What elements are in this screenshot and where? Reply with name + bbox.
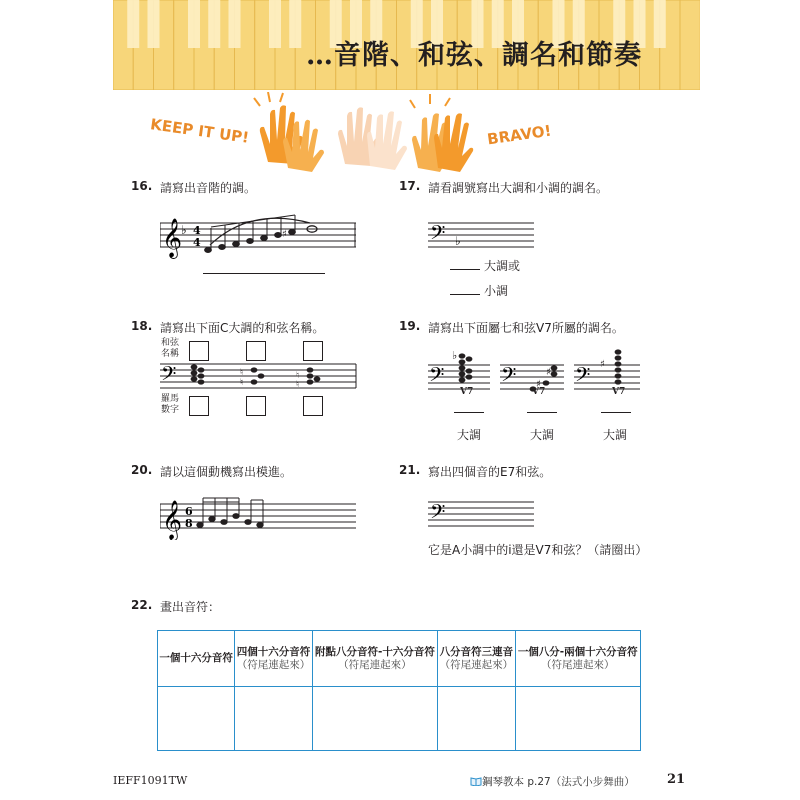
- q19-suffix-2: 大調: [530, 428, 555, 442]
- q20-treble-staff: [160, 492, 360, 540]
- question-18-text: 請寫出下面C大調的和弦名稱。: [160, 321, 325, 335]
- table-header-cell: 一個十六分音符: [158, 631, 235, 687]
- answer-cell-2[interactable]: [235, 687, 312, 751]
- q18-bass-staff: [160, 358, 360, 394]
- time-signature-bottom: 8: [185, 517, 193, 530]
- time-signature-top: 4: [193, 224, 201, 237]
- svg-text:♮: ♮: [240, 368, 244, 378]
- header-banner: [113, 0, 700, 90]
- svg-text:♯: ♯: [546, 367, 551, 378]
- hands-icon: [338, 107, 407, 170]
- question-19-number: 19.: [399, 319, 421, 333]
- question-19-text: 請寫出下面屬七和弦V7所屬的調名。: [428, 321, 624, 335]
- question-18-number: 18.: [131, 319, 153, 333]
- hands-icon: [412, 113, 473, 172]
- q17-minor-label: 小調: [484, 284, 509, 298]
- table-answer-row: [158, 687, 641, 751]
- note-drawing-table: [157, 630, 641, 751]
- clap-lines-icon: [254, 92, 283, 106]
- question-21-followup: 它是A小調中的i還是V7和弦？（請圈出）: [428, 543, 648, 557]
- svg-text:♮: ♮: [296, 371, 300, 381]
- question-22-text: 畫出音符：: [160, 600, 221, 614]
- treble-clef-icon: 𝄞: [162, 218, 183, 258]
- treble-clef-icon: 𝄞: [162, 500, 183, 540]
- q20-motif-notes: [197, 498, 263, 527]
- svg-text:♮: ♮: [240, 378, 244, 388]
- question-21-text: 寫出四個音的E7和弦。: [428, 465, 552, 479]
- footer-code: IEFF1091TW: [113, 774, 188, 787]
- q18-chords: [191, 364, 321, 390]
- clap-lines-icon: [410, 94, 450, 108]
- table-header-cell: 附點八分音符-十六分音符 （符尾連起來）: [312, 631, 437, 687]
- bass-clef-icon: 𝄢: [501, 363, 517, 391]
- book-icon: [470, 777, 482, 786]
- table-header-cell: 八分音符三連音 （符尾連起來）: [438, 631, 515, 687]
- q16-answer-line[interactable]: [203, 273, 325, 274]
- bravo-text: BRAVO!: [486, 121, 553, 149]
- q19-suffix-1: 大調: [457, 428, 482, 442]
- chord-name-label: 和弦名稱: [160, 338, 179, 359]
- q19-chord-2-label: V7: [532, 387, 546, 397]
- svg-text:♯: ♯: [536, 379, 541, 390]
- page-title: …音階、和弦、調名和節奏: [306, 40, 642, 71]
- q19-suffix-3: 大調: [603, 428, 628, 442]
- clapping-hands-illustration: [250, 92, 490, 172]
- q19-chord-3-label: V7: [612, 387, 626, 397]
- q17-major-answer-line[interactable]: [450, 269, 480, 270]
- time-signature-bottom: 4: [193, 236, 201, 249]
- question-17-number: 17.: [399, 179, 421, 193]
- bass-clef-icon: 𝄢: [430, 500, 446, 528]
- question-17-text: 請看調號寫出大調和小調的調名。: [428, 181, 609, 195]
- black-key: [188, 0, 200, 48]
- question-22-number: 22.: [131, 598, 153, 612]
- black-key: [229, 0, 241, 48]
- q17-bass-staff: [428, 215, 538, 255]
- bass-clef-icon: 𝄢: [430, 221, 446, 249]
- bass-clef-icon: 𝄢: [161, 362, 177, 390]
- table-header-row: [158, 631, 641, 687]
- q19-chord-1: [452, 349, 472, 383]
- q17-minor-answer-line[interactable]: [450, 294, 480, 295]
- svg-text:♭: ♭: [452, 349, 458, 362]
- white-key: [680, 0, 700, 90]
- black-key: [289, 0, 301, 48]
- question-20-text: 請以這個動機寫出模進。: [160, 465, 293, 479]
- answer-cell-3[interactable]: [312, 687, 437, 751]
- black-key: [269, 0, 281, 48]
- black-key: [127, 0, 139, 48]
- time-signature-top: 6: [185, 505, 193, 518]
- black-key: [208, 0, 220, 48]
- q19-chord-3: [600, 349, 621, 384]
- svg-text:♮: ♮: [296, 380, 300, 390]
- q18-roman-box-3[interactable]: [303, 396, 323, 416]
- flat-sign-icon: ♭: [181, 223, 187, 237]
- black-key: [148, 0, 160, 48]
- q19-answer-line-1[interactable]: [454, 412, 484, 413]
- table-header-cell: 四個十六分音符 （符尾連起來）: [235, 631, 312, 687]
- page-number: 21: [667, 772, 686, 787]
- svg-text:♯: ♯: [282, 229, 287, 240]
- question-21-number: 21.: [399, 463, 421, 477]
- q17-major-label: 大調或: [484, 259, 521, 273]
- q16-treble-staff: [160, 205, 360, 265]
- footer-reference: 鋼琴教本 p.27（法式小步舞曲）: [482, 776, 635, 788]
- black-key: [654, 0, 666, 48]
- svg-text:♯: ♯: [600, 359, 605, 370]
- answer-cell-4[interactable]: [438, 687, 515, 751]
- hands-icon: [260, 105, 324, 172]
- flat-sign-icon: ♭: [455, 234, 461, 248]
- question-20-number: 20.: [131, 463, 153, 477]
- q21-bass-staff: [428, 496, 538, 532]
- answer-cell-5[interactable]: [515, 687, 641, 751]
- bass-clef-icon: 𝄢: [575, 363, 591, 391]
- q18-roman-box-1[interactable]: [189, 396, 209, 416]
- question-16-number: 16.: [131, 179, 153, 193]
- q19-answer-line-3[interactable]: [601, 412, 631, 413]
- q19-answer-line-2[interactable]: [527, 412, 557, 413]
- question-16-text: 請寫出音階的調。: [160, 181, 257, 195]
- answer-cell-1[interactable]: [158, 687, 235, 751]
- bass-clef-icon: 𝄢: [429, 363, 445, 391]
- q19-chord-1-label: V7: [460, 387, 474, 397]
- q18-roman-box-2[interactable]: [246, 396, 266, 416]
- keep-it-up-text: KEEP IT UP!: [149, 115, 251, 147]
- table-header-cell: 一個八分-兩個十六分音符 （符尾連起來）: [515, 631, 641, 687]
- roman-numeral-label: 羅馬數字: [160, 394, 179, 415]
